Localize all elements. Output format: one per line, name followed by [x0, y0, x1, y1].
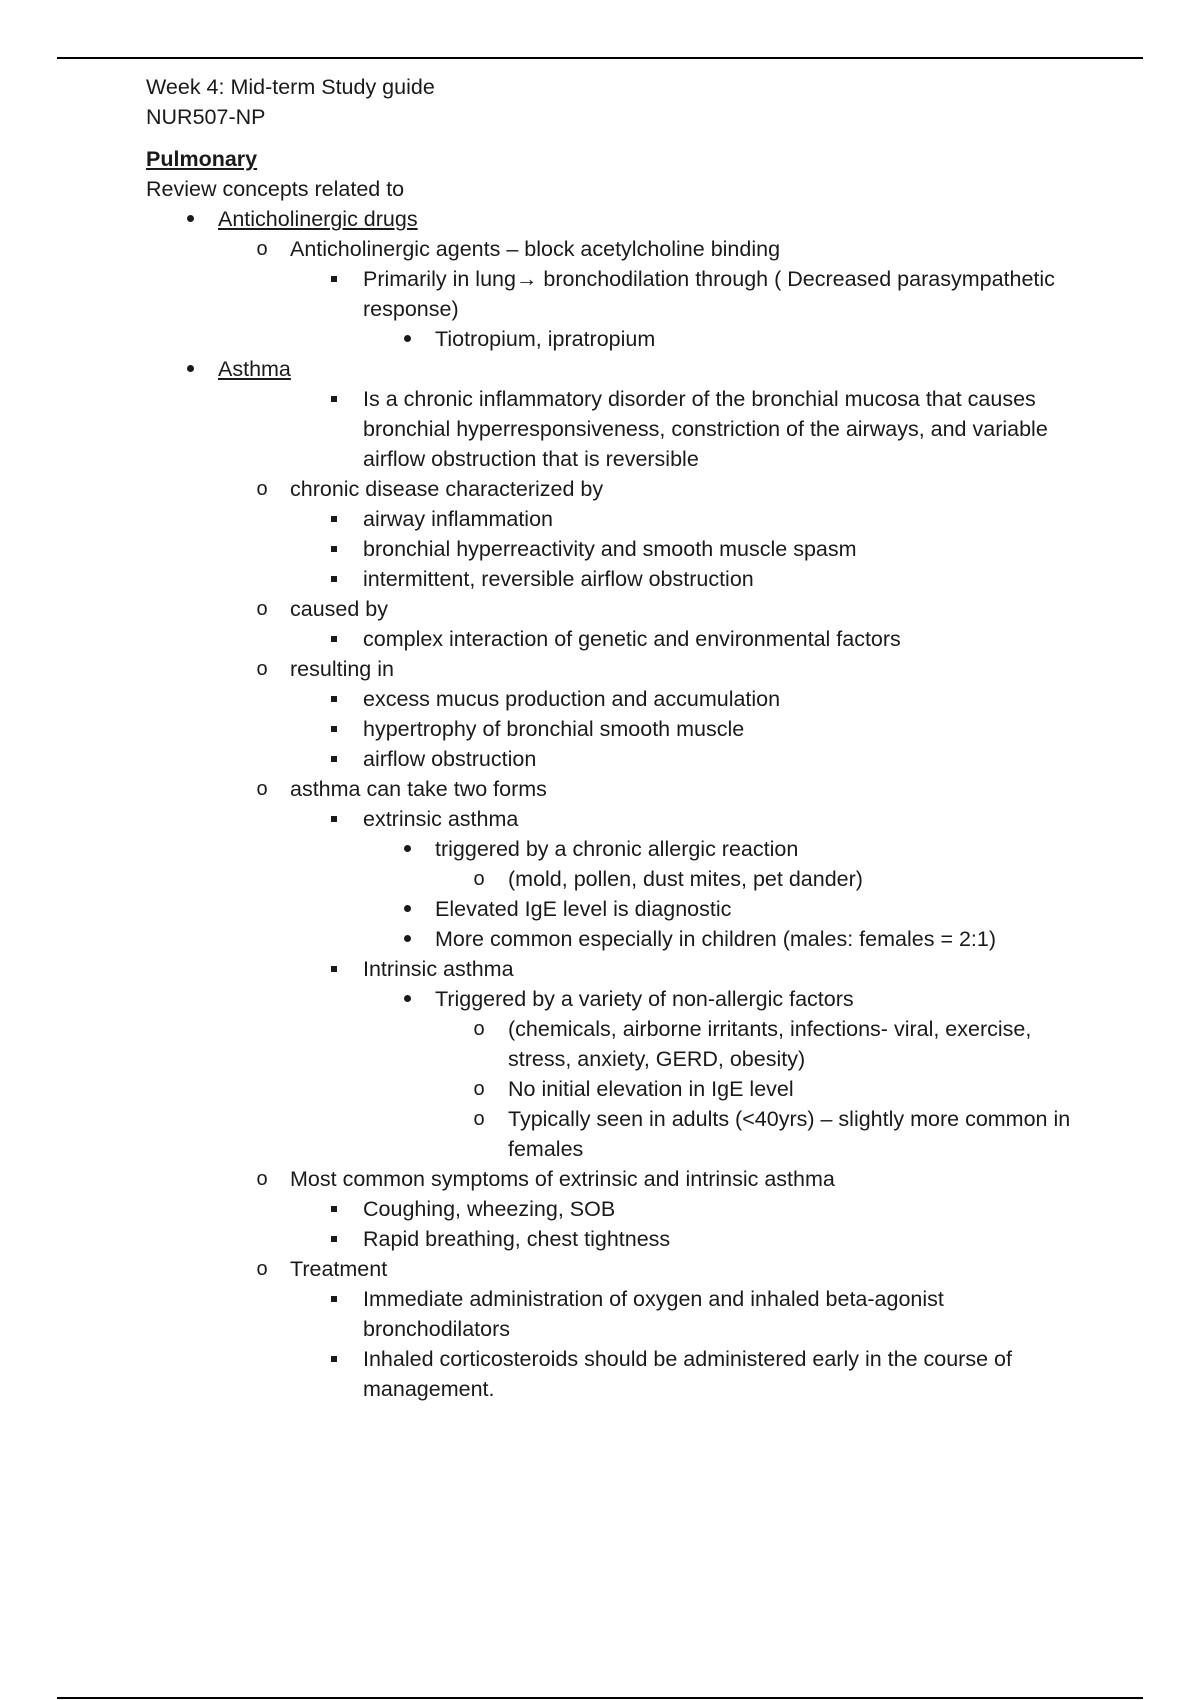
circle-bullet-icon: o: [473, 1018, 485, 1040]
list-item: Coughing, wheezing, SOB: [146, 1194, 1146, 1224]
list-item: extrinsic asthma: [146, 804, 1146, 834]
list-item: airway inflammation: [146, 504, 1146, 534]
square-bullet-icon: [324, 624, 344, 654]
square-bullet-icon: [324, 1224, 344, 1254]
list-item: [146, 204, 1146, 234]
list-item: Elevated IgE level is diagnostic: [146, 894, 1146, 924]
list-item: o asthma can take two forms: [146, 774, 1146, 804]
square-bullet-icon: [324, 954, 344, 984]
list-item: triggered by a chronic allergic reaction: [146, 834, 1146, 864]
square-bullet-icon: [324, 564, 344, 594]
section-title: Pulmonary: [146, 147, 258, 171]
topic-asthma: Asthma: [218, 357, 291, 381]
list-item: excess mucus production and accumulation: [146, 684, 1146, 714]
list-item: intermittent, reversible airflow obstruction: [146, 564, 1146, 594]
list-item: Is a chronic inflammatory disorder of the bronchial mucosa that causes bronchial hyperresponsiveness, constriction of the airways, and variable airflow obstruction that is reversible: [146, 384, 1146, 474]
square-bullet-icon: [324, 1284, 344, 1314]
header-rule: [57, 57, 1143, 59]
bullet-icon: [180, 354, 200, 384]
square-bullet-icon: [324, 264, 344, 294]
circle-bullet-icon: o: [256, 598, 268, 620]
list-item: Intrinsic asthma: [146, 954, 1146, 984]
list-item: Tiotropium, ipratropium: [146, 324, 1146, 354]
square-bullet-icon: [324, 804, 344, 834]
list-item: complex interaction of genetic and environmental factors: [146, 624, 1146, 654]
list-item: Rapid breathing, chest tightness: [146, 1224, 1146, 1254]
bullet-icon: [397, 984, 417, 1014]
list-item: bronchial hyperreactivity and smooth muscle spasm: [146, 534, 1146, 564]
document-body: [146, 72, 1146, 1404]
bullet-icon: [397, 834, 417, 864]
circle-bullet-icon: o: [473, 868, 485, 890]
circle-bullet-icon: o: [473, 1078, 485, 1100]
list-item: o Typically seen in adults (<40yrs) – slightly more common in females: [146, 1104, 1146, 1164]
list-item: [146, 354, 1146, 384]
bullet-icon: [397, 894, 417, 924]
list-item: o caused by: [146, 594, 1146, 624]
list-item: o Most common symptoms of extrinsic and intrinsic asthma: [146, 1164, 1146, 1194]
circle-bullet-icon: o: [256, 658, 268, 680]
square-bullet-icon: [324, 1344, 344, 1374]
list-item: Primarily in lung→ bronchodilation through ( Decreased parasympathetic response): [146, 264, 1146, 324]
bullet-icon: [180, 204, 200, 234]
list-item: Immediate administration of oxygen and inhaled beta-agonist bronchodilators: [146, 1284, 1146, 1344]
topic-anticholinergic-drugs: Anticholinergic drugs: [218, 207, 418, 231]
list-item: airflow obstruction: [146, 744, 1146, 774]
circle-bullet-icon: o: [473, 1108, 485, 1130]
square-bullet-icon: [324, 504, 344, 534]
list-item: o No initial elevation in IgE level: [146, 1074, 1146, 1104]
circle-bullet-icon: o: [256, 238, 268, 260]
section-intro: Review concepts related to: [146, 177, 405, 201]
list-item: More common especially in children (males: females = 2:1): [146, 924, 1146, 954]
bullet-icon: [397, 924, 417, 954]
square-bullet-icon: [324, 1194, 344, 1224]
list-item: hypertrophy of bronchial smooth muscle: [146, 714, 1146, 744]
square-bullet-icon: [324, 534, 344, 564]
course-code: NUR507-NP: [146, 105, 266, 129]
list-item: o (mold, pollen, dust mites, pet dander): [146, 864, 1146, 894]
list-item: Inhaled corticosteroids should be administered early in the course of management.: [146, 1344, 1146, 1404]
circle-bullet-icon: o: [256, 1168, 268, 1190]
list-item: o Treatment: [146, 1254, 1146, 1284]
square-bullet-icon: [324, 384, 344, 414]
circle-bullet-icon: o: [256, 1258, 268, 1280]
list-item: o Anticholinergic agents – block acetylcholine binding: [146, 234, 1146, 264]
circle-bullet-icon: o: [256, 778, 268, 800]
square-bullet-icon: [324, 744, 344, 774]
list-item: o resulting in: [146, 654, 1146, 684]
bullet-icon: [397, 324, 417, 354]
circle-bullet-icon: o: [256, 478, 268, 500]
list-item: Triggered by a variety of non-allergic factors: [146, 984, 1146, 1014]
footer-rule: [57, 1697, 1143, 1699]
square-bullet-icon: [324, 684, 344, 714]
list-item: o (chemicals, airborne irritants, infections- viral, exercise, stress, anxiety, GERD, obesity): [146, 1014, 1146, 1074]
list-item: o chronic disease characterized by: [146, 474, 1146, 504]
document-title: Week 4: Mid-term Study guide: [146, 75, 435, 99]
square-bullet-icon: [324, 714, 344, 744]
